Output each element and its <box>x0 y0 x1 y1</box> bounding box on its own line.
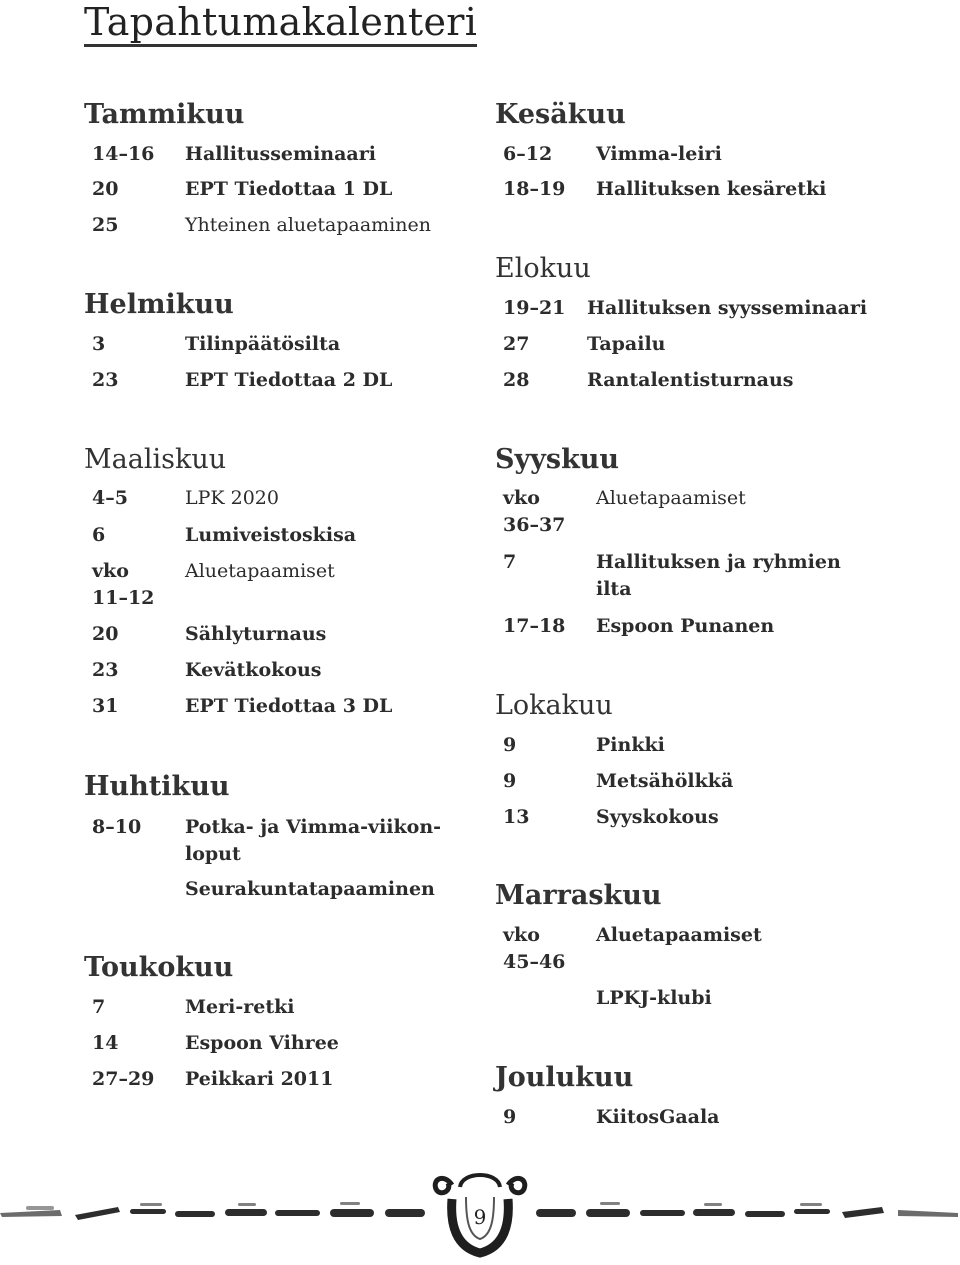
month-section-huhtikuu <box>84 770 484 910</box>
event-date: vko 45–46 <box>503 924 566 973</box>
event-date: 27–29 <box>92 1068 155 1090</box>
event-date: 13 <box>503 806 530 828</box>
month-heading: Huhtikuu <box>84 771 230 802</box>
event-date: 25 <box>92 214 119 236</box>
event-title: Aluetapaamiset <box>596 487 746 509</box>
month-section-lokakuu <box>495 689 935 834</box>
event-date: 9 <box>503 734 517 756</box>
event-title: Yhteinen aluetapaaminen <box>185 214 431 236</box>
month-section-helmikuu <box>84 288 484 398</box>
event-title: Hallituksen ja ryhmien ilta <box>596 551 841 600</box>
event-title: Seurakuntatapaaminen <box>185 878 435 900</box>
event-date: 14 <box>92 1032 119 1054</box>
event-date: 27 <box>503 333 530 355</box>
month-section-syyskuu <box>495 443 935 643</box>
event-date: 17–18 <box>503 615 566 637</box>
event-title: Kevätkokous <box>185 659 322 681</box>
event-title: Tapailu <box>587 333 666 355</box>
event-title: Metsähölkkä <box>596 770 734 792</box>
month-heading: Helmikuu <box>84 289 234 320</box>
event-title: Espoon Vihree <box>185 1032 339 1054</box>
event-date: 14–16 <box>92 143 155 165</box>
page-footer <box>0 1165 960 1261</box>
month-heading: Maaliskuu <box>84 444 227 475</box>
month-heading: Syyskuu <box>495 444 620 475</box>
event-title: Aluetapaamiset <box>185 560 335 582</box>
event-title: EPT Tiedottaa 1 DL <box>185 178 393 200</box>
month-heading: Joulukuu <box>495 1062 634 1093</box>
month-heading: Lokakuu <box>495 690 613 721</box>
event-title: LPKJ-klubi <box>596 987 712 1009</box>
event-date: 9 <box>503 770 517 792</box>
month-section-tammikuu <box>84 98 484 238</box>
right-dash-ornament <box>536 1202 958 1218</box>
event-date: 6 <box>92 524 106 546</box>
month-section-kesakuu <box>495 98 935 208</box>
event-title: Hallituksen kesäretki <box>596 178 827 200</box>
month-heading: Tammikuu <box>84 99 245 130</box>
event-date: vko 11–12 <box>92 560 155 609</box>
event-title: Peikkari 2011 <box>185 1068 334 1090</box>
event-date: vko 36–37 <box>503 487 566 536</box>
event-title: Espoon Punanen <box>596 615 775 637</box>
page-number: 9 <box>473 1205 487 1229</box>
event-date: 8–10 <box>92 816 142 838</box>
event-title: EPT Tiedottaa 2 DL <box>185 369 393 391</box>
event-date: 7 <box>503 551 517 573</box>
event-title: Pinkki <box>596 734 665 756</box>
event-date: 20 <box>92 623 119 645</box>
event-title: Vimma-leiri <box>596 143 722 165</box>
event-date: 23 <box>92 369 119 391</box>
month-section-marraskuu <box>495 879 935 1019</box>
month-section-elokuu <box>495 252 935 397</box>
event-date: 3 <box>92 333 106 355</box>
event-date: 23 <box>92 659 119 681</box>
event-title: KiitosGaala <box>596 1106 720 1128</box>
event-date: 31 <box>92 695 119 717</box>
event-title: Hallituksen syysseminaari <box>587 297 868 319</box>
event-date: 28 <box>503 369 530 391</box>
event-title: Syyskokous <box>596 806 719 828</box>
event-title: Tilinpäätösilta <box>185 333 341 355</box>
event-title: Sählyturnaus <box>185 623 327 645</box>
event-date: 19–21 <box>503 297 566 319</box>
event-title: Hallitusseminaari <box>185 143 376 165</box>
event-title: Potka- ja Vimma-viikon- loput <box>185 816 442 865</box>
month-heading: Marraskuu <box>495 880 662 911</box>
event-date: 18–19 <box>503 178 566 200</box>
month-section-toukokuu <box>84 951 484 1096</box>
event-title: Meri-retki <box>185 996 295 1018</box>
month-heading: Toukokuu <box>84 952 234 983</box>
event-title: EPT Tiedottaa 3 DL <box>185 695 393 717</box>
event-date: 9 <box>503 1106 517 1128</box>
month-heading: Kesäkuu <box>495 99 626 130</box>
event-date: 6–12 <box>503 143 553 165</box>
left-dash-ornament <box>0 1202 425 1220</box>
event-title: Rantalentisturnaus <box>587 369 794 391</box>
month-section-joulukuu <box>495 1061 935 1141</box>
month-section-maaliskuu <box>84 443 484 733</box>
event-title: LPK 2020 <box>185 487 279 509</box>
page-title: Tapahtumakalenteri <box>84 0 477 47</box>
event-date: 7 <box>92 996 106 1018</box>
event-date: 4–5 <box>92 487 128 509</box>
event-title: Aluetapaamiset <box>596 924 762 946</box>
event-date: 20 <box>92 178 119 200</box>
event-title: Lumiveistoskisa <box>185 524 357 546</box>
month-heading: Elokuu <box>495 253 591 284</box>
